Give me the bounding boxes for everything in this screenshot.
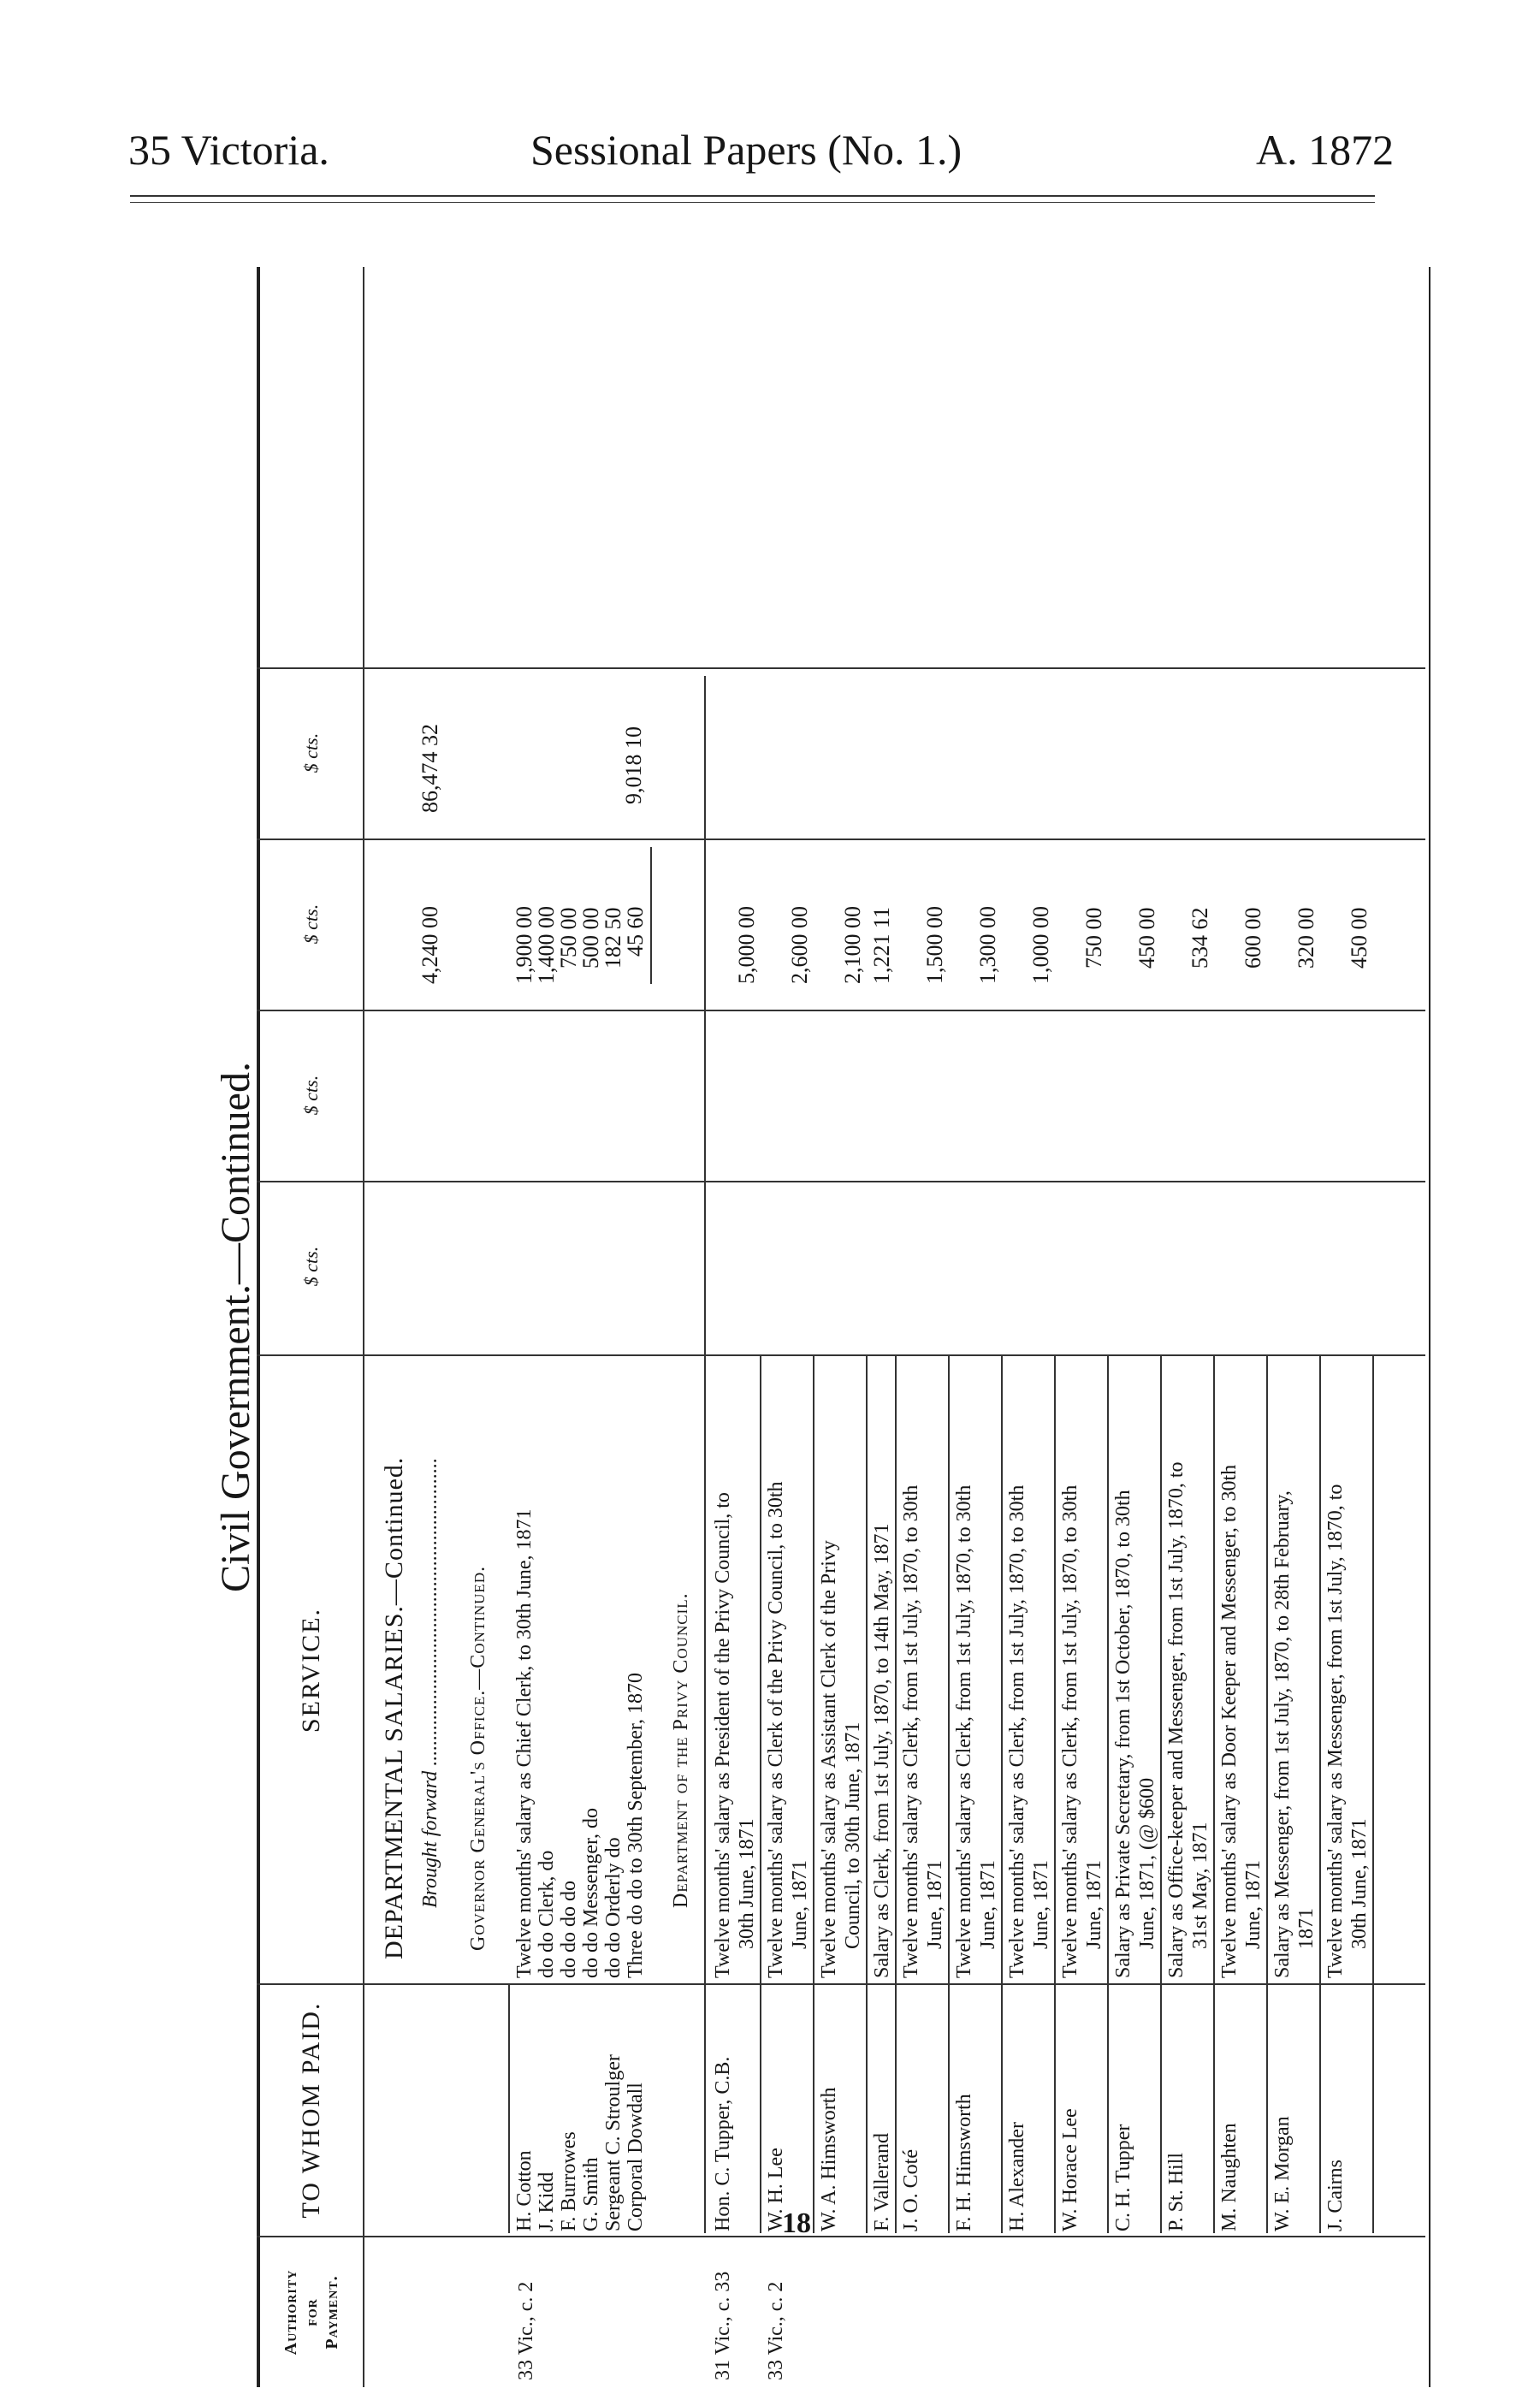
- col-rule-2: [257, 1983, 1425, 1985]
- pc-service-line: Twelve months' salary as Clerk, from 1st July, 1870, to 30th: [1059, 1484, 1081, 1978]
- col-head-service: SERVICE.: [297, 1607, 325, 1733]
- pc-service-line: 30th June, 1871: [1348, 1818, 1371, 1949]
- gg-amt-0: 1,900 00: [512, 906, 536, 984]
- gg-to-2: F. Burrowes: [558, 2131, 580, 2231]
- pc-to-whom: P. St. Hill: [1165, 2152, 1188, 2231]
- pc-amount: 750 00: [1081, 907, 1106, 969]
- pc-amount: 600 00: [1241, 907, 1265, 969]
- pc-amount: 450 00: [1134, 907, 1159, 969]
- running-head-year: A. 1872: [1256, 126, 1395, 174]
- pc-to-whom: W. E. Morgan: [1271, 2116, 1294, 2231]
- pc-to-whom: M. Naughten: [1218, 2123, 1241, 2231]
- brought-forward-label: Brought forward .....: [418, 1360, 443, 1908]
- pc-amount: 534 62: [1188, 907, 1212, 969]
- pc-service-line: Salary as Messenger, from 1st July, 1870, to 28th February,: [1271, 1490, 1294, 1978]
- pc-service-line: 30th June, 1871: [736, 1818, 758, 1949]
- gg-amt-5: 45 60: [623, 906, 648, 957]
- pc-amount: 1,500 00: [922, 906, 947, 984]
- col-head-money-2: $ cts.: [300, 1075, 322, 1116]
- pc-service-line: Twelve months' salary as Clerk, from 1st July, 1870, to 30th: [1006, 1484, 1028, 1978]
- row-rule: [948, 1356, 950, 2233]
- col-rule-4: [257, 1181, 1425, 1182]
- pc-service-line: Twelve months' salary as Assistant Clerk of the Privy: [818, 1540, 840, 1978]
- col-head-money-3: $ cts.: [300, 904, 322, 945]
- pc-service-line: Salary as Private Secretary, from 1st October, 1870, to 30th: [1112, 1490, 1134, 1978]
- gg-amt-4: 182 50: [601, 907, 625, 969]
- row-rule: [813, 1356, 814, 2233]
- table-frame: [257, 267, 1430, 2387]
- pc-service-line: Twelve months' salary as Clerk, from 1st July, 1870, to 30th: [953, 1484, 975, 1978]
- pc-service-line: Council, to 30th June, 1871: [842, 1721, 864, 1949]
- pc-authority: 33 Vic., c. 2: [765, 2281, 787, 2380]
- row-rule: [866, 1356, 868, 2233]
- pc-service-line: June, 1871: [1083, 1860, 1105, 1949]
- header-rule-thin: [130, 202, 1375, 203]
- pc-service-line: June, 1871: [789, 1860, 811, 1949]
- gg-amt-1: 1,400 00: [534, 906, 559, 984]
- gg-svc-4: do do Orderly do: [602, 1837, 625, 1978]
- pc-service-line: June, 1871: [977, 1860, 999, 1949]
- pc-amount: 2,100 00: [840, 906, 865, 984]
- pc-to-whom: J. Cairns: [1324, 2160, 1347, 2231]
- row-rule: [1319, 1356, 1321, 2233]
- gg-to-4: Sergeant C. Stroulger: [602, 2054, 625, 2231]
- pc-amount: 2,600 00: [787, 906, 812, 984]
- pc-service-line: 31st May, 1871: [1189, 1822, 1211, 1949]
- pc-service-line: Salary as Clerk, from 1st July, 1870, to 14th May, 1871: [871, 1523, 893, 1978]
- pc-to-whom: F. Vallerand: [871, 2133, 893, 2231]
- row-rule: [1160, 1356, 1162, 2233]
- pc-amount: 450 00: [1347, 907, 1371, 969]
- col-head-authority-l1: Authority: [281, 2269, 300, 2355]
- gg-amt-2: 750 00: [556, 907, 581, 969]
- col-head-authority-l3: Payment.: [323, 2275, 341, 2350]
- gg-svc-5: Three do do to 30th September, 1870: [625, 1673, 647, 1978]
- pc-to-whom: C. H. Tupper: [1112, 2124, 1134, 2231]
- gg-top-rule: [508, 1985, 510, 2233]
- row-rule: [1054, 1356, 1056, 2233]
- gg-to-3: G. Smith: [580, 2157, 602, 2231]
- table-caption: Civil Government.—Continued.: [213, 1062, 258, 1592]
- col-rule-7: [257, 667, 1425, 669]
- pc-top-rule: [704, 676, 706, 2233]
- pc-service-line: Twelve months' salary as Clerk of the Privy Council, to 30th: [765, 1481, 787, 1978]
- gg-to-5: Corporal Dowdall: [625, 2083, 647, 2231]
- running-head-title: Sessional Papers (No. 1.): [530, 126, 962, 174]
- col-head-authority: [260, 2237, 363, 2387]
- row-rule: [1213, 1356, 1215, 2233]
- running-head-left: 35 Victoria.: [128, 126, 329, 174]
- gg-amt-3: 500 00: [578, 907, 603, 969]
- pc-authority: 31 Vic., c. 33: [712, 2271, 734, 2380]
- row-rule: [1372, 1356, 1374, 2233]
- pc-to-whom: W. A. Himsworth: [818, 2087, 840, 2231]
- pc-amount: 1,300 00: [975, 906, 1000, 984]
- pc-amount: 1,221 11: [869, 906, 894, 984]
- pc-service-line: 1871: [1295, 1908, 1318, 1949]
- pc-to-whom: W. Horace Lee: [1059, 2108, 1081, 2231]
- brought-forward-amount: 4,240 00: [418, 906, 442, 984]
- subsection-privy-council: Department of the Privy Council.: [670, 1592, 692, 1908]
- section-title: DEPARTMENTAL SALARIES.—Continued.: [380, 1456, 408, 1959]
- page-number: 18: [782, 2207, 811, 2239]
- brought-forward-total: 86,474 32: [418, 724, 442, 813]
- col-rule-5: [257, 1010, 1425, 1011]
- header-rule: [130, 195, 1375, 197]
- col-rule-6: [257, 838, 1425, 840]
- gg-subtotal: 9,018 10: [621, 726, 646, 804]
- pc-service-line: June, 1871: [1242, 1860, 1265, 1949]
- pc-service-line: Twelve months' salary as President of the Privy Council, to: [712, 1492, 734, 1978]
- pc-amount: 5,000 00: [734, 906, 759, 984]
- pc-service-line: June, 1871: [1030, 1860, 1052, 1949]
- subsection-governor-general: Governor General's Office.—Continued.: [467, 1565, 489, 1951]
- col-head-money-4: $ cts.: [300, 732, 322, 773]
- pc-amount: 1,000 00: [1028, 906, 1053, 984]
- col-head-money-1: $ cts.: [300, 1246, 322, 1287]
- pc-service-line: June, 1871, (@ $600: [1136, 1777, 1158, 1949]
- pc-to-whom: Hon. C. Tupper, C.B.: [712, 2056, 734, 2231]
- pc-to-whom: J. O. Coté: [900, 2149, 922, 2231]
- gg-svc-2: do do do do: [558, 1881, 580, 1978]
- rotated-table-region: [212, 267, 1425, 2387]
- gg-to-0: H. Cotton: [513, 2150, 536, 2231]
- row-rule: [1001, 1356, 1003, 2233]
- gg-svc-3: do do Messenger, do: [580, 1807, 602, 1978]
- pc-service-line: Twelve months' salary as Door Keeper and Messenger, to 30th: [1218, 1464, 1241, 1978]
- gg-svc-0: Twelve months' salary as Chief Clerk, to 30th June, 1871: [513, 1508, 536, 1978]
- col-rule-3: [257, 1354, 1425, 1356]
- pc-to-whom: H. Alexander: [1006, 2122, 1028, 2231]
- pc-service-line: Twelve months' salary as Clerk, from 1st July, 1870, to 30th: [900, 1484, 922, 1978]
- pc-service-line: June, 1871: [924, 1860, 946, 1949]
- pc-service-line: Salary as Office-keeper and Messenger, from 1st July, 1870, to: [1165, 1461, 1188, 1978]
- gg-sum-rule: [650, 847, 652, 984]
- row-rule: [895, 1356, 897, 2233]
- row-rule: [1266, 1356, 1268, 2233]
- row-rule: [1107, 1356, 1109, 2233]
- pc-to-whom: W. H. Lee: [765, 2148, 787, 2231]
- header-underline: [363, 267, 364, 2387]
- authority-33-vic-c2: 33 Vic., c. 2: [515, 2281, 537, 2380]
- col-rule-1: [257, 2236, 1425, 2237]
- pc-service-line: Twelve months' salary as Messenger, from 1st July, 1870, to: [1324, 1484, 1347, 1978]
- pc-to-whom: F. H. Himsworth: [953, 2094, 975, 2231]
- gg-svc-1: do do Clerk, do: [536, 1850, 558, 1978]
- gg-to-1: J. Kidd: [536, 2172, 558, 2231]
- row-rule: [760, 1356, 761, 2233]
- pc-amount: 320 00: [1294, 907, 1318, 969]
- col-head-authority-l2: for: [302, 2298, 321, 2326]
- col-head-to-whom: TO WHOM PAID.: [297, 2001, 325, 2219]
